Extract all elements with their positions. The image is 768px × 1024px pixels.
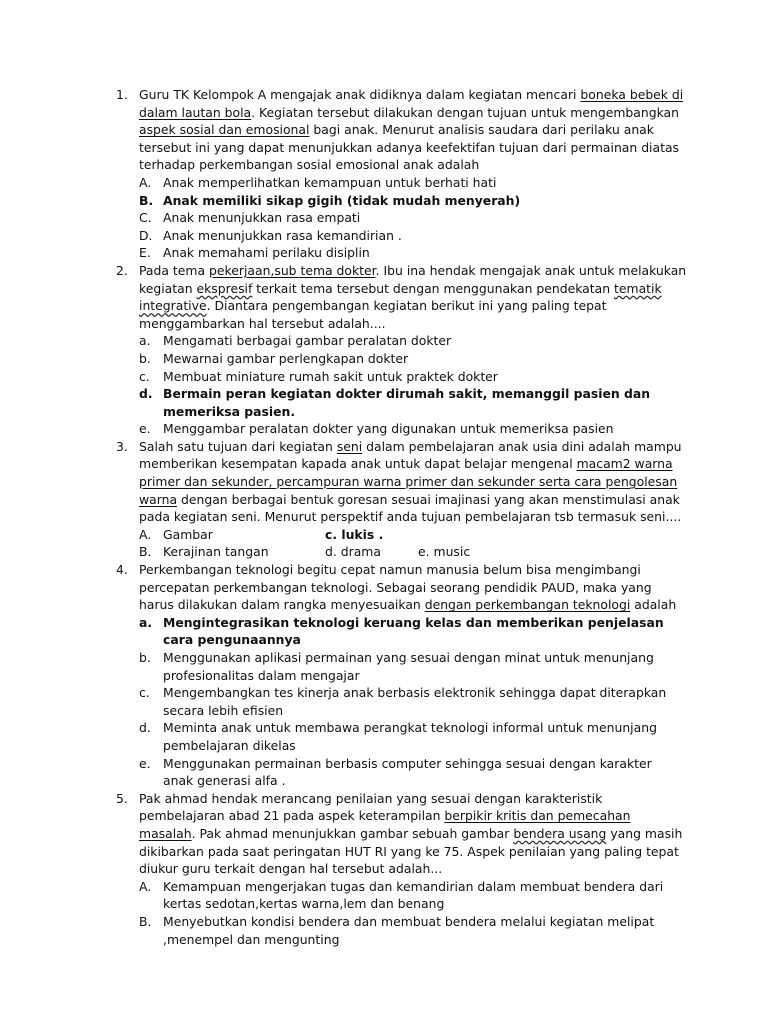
text-run: . Kegiatan tersebut dilakukan dengan tujuan untuk mengembangkan [251,104,679,120]
option [0,244,683,262]
option-letter: E. [139,245,151,261]
option-letter: d. [139,386,153,402]
question-text [139,262,687,332]
options-list [139,878,687,948]
option-letter: c. [139,685,150,701]
option [0,878,683,913]
underlined-text: boneka bebek di dalam lautan bola [139,87,684,120]
option-text: Kemampuan mengerjakan tugas dan kemandirian dalam membuat bendera dari kertas sedotan,kertas warna,lem dan benang [163,878,664,912]
underlined-text: berpikir kritis dan pemecahan masalah [139,808,631,841]
underlined-text: bendera usang [513,825,607,841]
options-list [139,174,687,262]
option-text: e. music [418,544,471,560]
option-letter: e. [139,755,151,771]
text-run: Guru TK Kelompok A mengajak anak didiknya dalam kegiatan mencari [139,87,581,102]
option-text: Mengembangkan tes kinerja anak berbasis elektronik sehingga dapat diterapkan secara lebih efisien [163,685,667,718]
text-run: bagi anak. Menurut analisis saudara dari perilaku anak tersebut ini yang dapat menunjukkan adanya keefektifan tujuan dari permainan diatas terhadap perkembangan sosial emosional anak adalah [139,122,680,173]
underlined-text: seni [336,438,363,454]
option-text: Bermain peran kegiatan dokter dirumah sakit, memanggil pasien dan memeriksa pasien. [163,386,651,419]
option [0,719,683,754]
option [0,332,683,350]
option-letter: a. [139,333,151,349]
option [0,420,683,438]
text-run: Perkembangan teknologi begitu cepat namun manusia belum bisa mengimbangi percepatan perkembangan teknologi. Sebagai seorang pendidik PAUD, maka yang harus dilakukan dalam rangka menyesuaikan [139,562,652,613]
question-text [139,561,687,614]
question-text [139,790,687,878]
underlined-text: macam2 warna primer dan sekunder, percampuran warna primer dan sekunder serta cara pengolesan warna [139,456,678,507]
option-text: Menggambar peralatan dokter yang digunakan untuk memeriksa pasien [163,421,614,437]
option [0,368,683,386]
option-text: Meminta anak untuk membawa perangkat teknologi informal untuk menunjang pembelajaran dikelas [163,720,657,753]
question-number: 4. [116,562,128,578]
option-letter: d. [139,720,151,736]
text-run: Pak ahmad hendak merancang penilaian yang sesuai dengan karakteristik pembelajaran abad 21 pada aspek keterampilan [139,790,603,824]
option-text: Anak memiliki sikap gigih (tidak mudah menyerah) [163,192,521,208]
underlined-text: tematik integrative [139,280,662,314]
options-list [139,614,687,790]
option-letter: A. [139,878,152,894]
text-run: . Pak ahmad menunjukkan gambar sebuah gambar [191,825,514,841]
underlined-text: pekerjaan,sub tema dokter [209,262,376,278]
question-3 [0,438,687,561]
text-run: adalah [630,597,677,613]
option-text: Mengintegrasikan teknologi keruang kelas dan memberikan penjelasan cara pengunaannya [163,614,664,648]
question-number: 3. [116,438,128,454]
option-text: Gambar [163,526,213,542]
text-run: . Ibu ina hendak mengajak anak untuk melakukan kegiatan [139,262,687,296]
option-letter: B. [139,913,152,929]
option-row [0,543,683,561]
option-text: Mewarnai gambar perlengkapan dokter [163,350,409,366]
question-number: 5. [116,790,128,806]
text-run: Pada tema [139,262,209,278]
option-letter: c. [139,368,150,384]
option [0,684,683,719]
option-text: Menggunakan aplikasi permainan yang sesuai dengan minat untuk menunjang profesionalitas dalam mengajar [163,650,654,683]
option-text: Kerajinan tangan [163,544,269,560]
document-page [0,86,768,948]
underlined-text: aspek sosial dan emosional [139,122,310,138]
option [0,649,683,684]
text-run: dalam pembelajaran anak usia dini adalah mampu memberikan kesempatan kapada anak untuk dapat belajar mengenal [139,438,682,472]
question-4 [0,561,687,790]
question-number: 1. [116,87,128,102]
option-text: Menggunakan permainan berbasis computer sehingga sesuai dengan karakter anak generasi alfa . [163,755,652,789]
underlined-text: ekspresif [196,280,253,296]
options-list [139,332,687,438]
option-text: Anak menunjukkan rasa empati [163,210,361,226]
text-run: terkait tema tersebut dengan menggunakan pendekatan [252,280,615,296]
option [0,350,683,368]
option-answer [0,385,683,420]
option-letter: A. [139,174,152,190]
option [0,755,683,790]
option [0,227,683,245]
option-answer [0,614,683,649]
question-text [139,438,687,526]
option [0,174,683,192]
option-letter: B. [139,544,152,560]
option-answer [0,192,683,210]
option-text: Anak memahami perilaku disiplin [163,245,370,261]
option-letter: b. [139,650,151,665]
option-text: Anak memperlihatkan kemampuan untuk berhati hati [163,174,497,190]
text-run: yang masih dikibarkan pada saat peringatan HUT RI yang ke 75. Aspek penilaian yang paling tepat diukur guru terkait dengan hal tersebut adalah... [139,825,683,877]
option-letter: b. [139,350,151,366]
option-answer: c. lukis . [325,526,384,542]
option-letter: A. [139,526,152,542]
option [0,209,683,227]
underlined-text: dengan perkembangan teknologi [424,597,631,613]
question-1 [0,86,687,262]
question-5 [0,790,687,948]
question-2 [0,262,687,438]
option-text: Mengamati berbagai gambar peralatan dokter [163,333,452,349]
text-run: dengan berbagai bentuk goresan sesuai imajinasi yang akan menstimulasi anak pada kegiatan seni. Menurut perspektif anda tujuan pembelajaran tsb termasuk seni.... [139,491,682,525]
question-number: 2. [116,262,128,278]
option-text: d. drama [325,544,381,560]
option-letter: a. [139,614,153,630]
option-letter: D. [139,227,153,243]
option [0,913,683,948]
option-text: Anak menunjukkan rasa kemandirian . [163,227,402,243]
option-letter: e. [139,421,151,437]
option-letter: C. [139,210,152,226]
text-run: Salah satu tujuan dari kegiatan [139,438,337,454]
option-text: Menyebutkan kondisi bendera dan membuat bendera melalui kegiatan melipat ,menempel dan mengunting [163,913,655,947]
option-row [0,526,683,544]
text-run: . Diantara pengembangan kegiatan berikut ini yang paling tepat menggambarkan hal tersebut adalah.... [139,298,607,331]
option-text: Membuat miniature rumah sakit untuk praktek dokter [163,368,498,384]
option-letter: B. [139,192,154,208]
question-text [139,86,687,174]
